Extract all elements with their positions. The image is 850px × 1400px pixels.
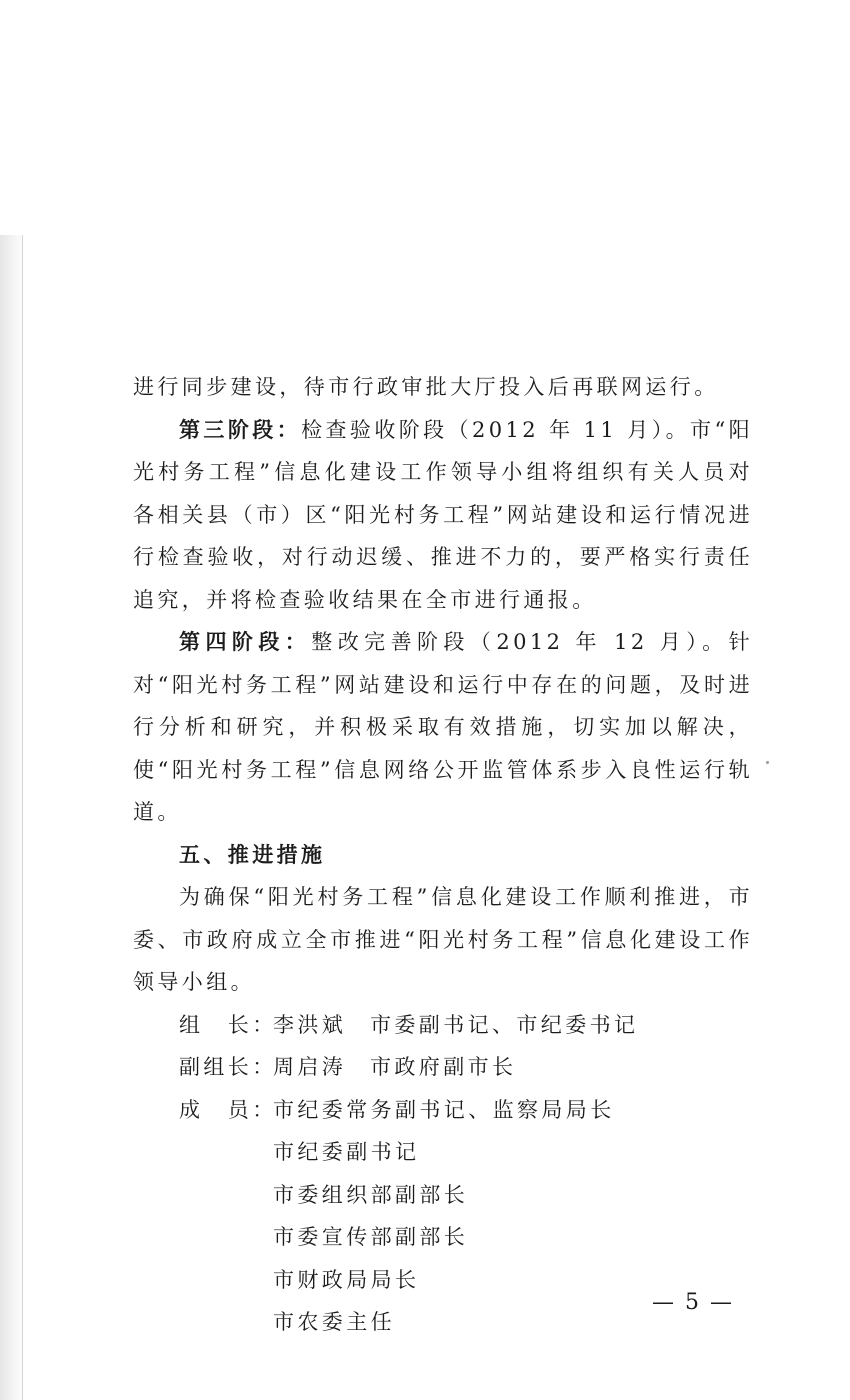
section-five-heading: 五、推进措施 bbox=[179, 841, 326, 867]
paragraph-stage-three bbox=[133, 409, 753, 622]
stage-four-text: 整改完善阶段（2012 年 12 月）。针对“阳光村务工程”网站建设和运行中存在的问题，及时进行分析和研究，并积极采取有效措施，切实加以解决，使“阳光村务工程”信息网络公开监管体系步入良性运行轨道。 bbox=[133, 630, 754, 824]
member-item: 市财政局局长 bbox=[273, 1267, 420, 1292]
deputy-leader-name: 周启涛 bbox=[273, 1055, 347, 1079]
deputy-leader-title: 市政府副市长 bbox=[370, 1055, 517, 1079]
document-body bbox=[133, 366, 753, 1344]
member-item: 市委组织部副部长 bbox=[273, 1182, 469, 1207]
member-item: 市委宣传部副部长 bbox=[273, 1225, 469, 1249]
deputy-leader-row bbox=[133, 1046, 753, 1089]
member-item: 市纪委常务副书记、监察局局长 bbox=[273, 1097, 615, 1122]
page-number: — 5 — bbox=[652, 1290, 734, 1315]
scan-speck bbox=[766, 761, 769, 764]
member-item: 市农委主任 bbox=[273, 1310, 395, 1334]
scanned-page-edge-line bbox=[22, 235, 23, 1400]
member-item: 市纪委副书记 bbox=[273, 1140, 420, 1164]
leader-role: 组 长： bbox=[179, 1012, 277, 1037]
leader-title: 市委副书记、市纪委书记 bbox=[370, 1012, 639, 1037]
leader-row bbox=[133, 1004, 753, 1047]
leadership-group-list bbox=[133, 1004, 753, 1132]
members-row bbox=[133, 1089, 753, 1132]
deputy-leader-role: 副组长： bbox=[179, 1055, 277, 1079]
paragraph-section-five: 为确保“阳光村务工程”信息化建设工作顺利推进，市委、市政府成立全市推进“阳光村务工程”信息化建设工作领导小组。 bbox=[133, 885, 753, 994]
stage-four-label: 第四阶段： bbox=[179, 629, 312, 654]
stage-three-label: 第三阶段： bbox=[179, 416, 302, 442]
paragraph-stage-four bbox=[133, 621, 753, 834]
paragraph-continuation: 进行同步建设，待市行政审批大厅投入后再联网运行。 bbox=[133, 375, 719, 399]
members-role: 成 员： bbox=[179, 1097, 277, 1122]
leader-name: 李洪斌 bbox=[273, 1012, 347, 1037]
stage-three-text: 检查验收阶段（2012 年 11 月）。市“阳光村务工程”信息化建设工作领导小组将组织有关人员对各相关县（市）区“阳光村务工程”网站建设和运行情况进行检查验收，对行动迟缓、推进不力的，要严格实行责任追究，并将检查验收结果在全市进行通报。 bbox=[133, 417, 753, 612]
